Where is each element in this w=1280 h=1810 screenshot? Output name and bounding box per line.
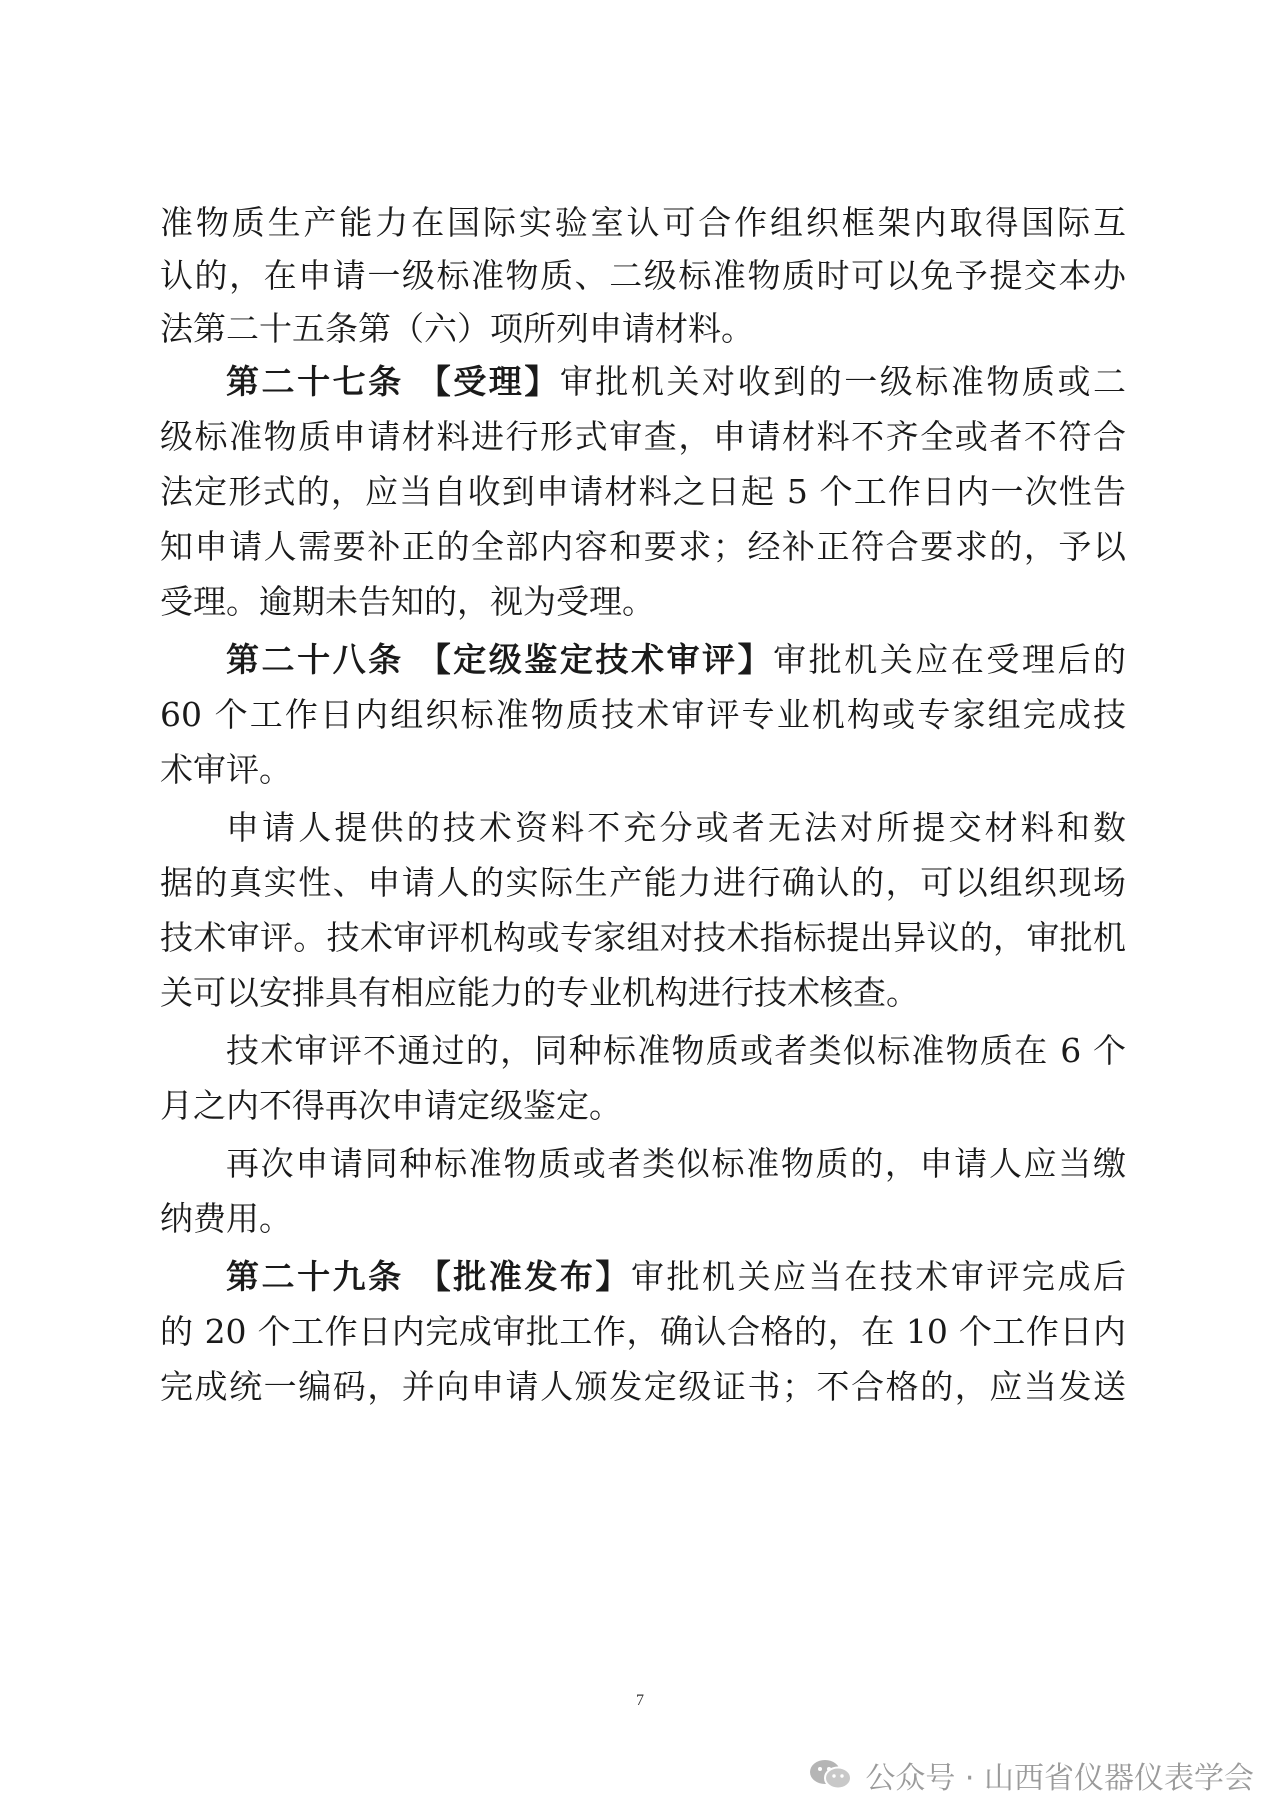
text-line: 的 20 个工作日内完成审批工作，确认合格的，在 10 个工作日内 [160,1312,1126,1351]
text-segment: 审批机关应在受理后的 [773,640,1127,679]
text-line: 术审评。 [160,750,292,789]
wechat-icon [807,1757,855,1793]
text-line: 申请人提供的技术资料不充分或者无法对所提交材料和数 [226,808,1126,847]
text-segment: 审批机关对收到的一级标准物质或二 [559,362,1126,401]
text-line: 关可以安排具有相应能力的专业机构进行技术核查。 [160,973,919,1012]
article-heading: 第二十七条 【受理】 [226,362,560,401]
text-line: 技术审评不通过的，同种标准物质或者类似标准物质在 6 个 [226,1031,1126,1070]
text-line: 法定形式的，应当自收到申请材料之日起 5 个工作日内一次性告 [160,472,1126,511]
text-line: 再次申请同种标准物质或者类似标准物质的，申请人应当缴 [226,1144,1126,1183]
page-number: 7 [636,1692,644,1709]
text-line: 据的真实性、申请人的实际生产能力进行确认的，可以组织现场 [160,863,1126,902]
text-line: 月之内不得再次申请定级鉴定。 [160,1086,622,1125]
text-line: 认的，在申请一级标准物质、二级标准物质时可以免予提交本办 [160,256,1126,295]
article-heading: 第二十八条 【定级鉴定技术审评】 [226,640,774,679]
text-line: 级标准物质申请材料进行形式审查，申请材料不齐全或者不符合 [160,417,1126,456]
watermark-text: 公众号 · 山西省仪器仪表学会 [865,1761,1254,1796]
article-heading: 第二十九条 【批准发布】 [226,1257,631,1296]
text-line: 受理。逾期未告知的，视为受理。 [160,582,655,621]
watermark [807,1755,1254,1795]
text-line: 技术审评。技术审评机构或专家组对技术指标提出异议的，审批机 [160,918,1126,957]
article-27-line [226,362,1126,402]
text-line: 完成统一编码，并向申请人颁发定级证书；不合格的，应当发送 [160,1367,1126,1406]
text-line: 法第二十五条第（六）项所列申请材料。 [160,309,754,348]
text-segment: 审批机关应当在技术审评完成后 [630,1257,1126,1296]
article-29-line [226,1257,1126,1297]
text-line: 准物质生产能力在国际实验室认可合作组织框架内取得国际互 [160,203,1126,242]
article-28-line [226,640,1126,680]
text-line: 60 个工作日内组织标准物质技术审评专业机构或专家组完成技 [160,695,1126,734]
text-line: 纳费用。 [160,1199,292,1238]
text-line: 知申请人需要补正的全部内容和要求；经补正符合要求的，予以 [160,527,1126,566]
